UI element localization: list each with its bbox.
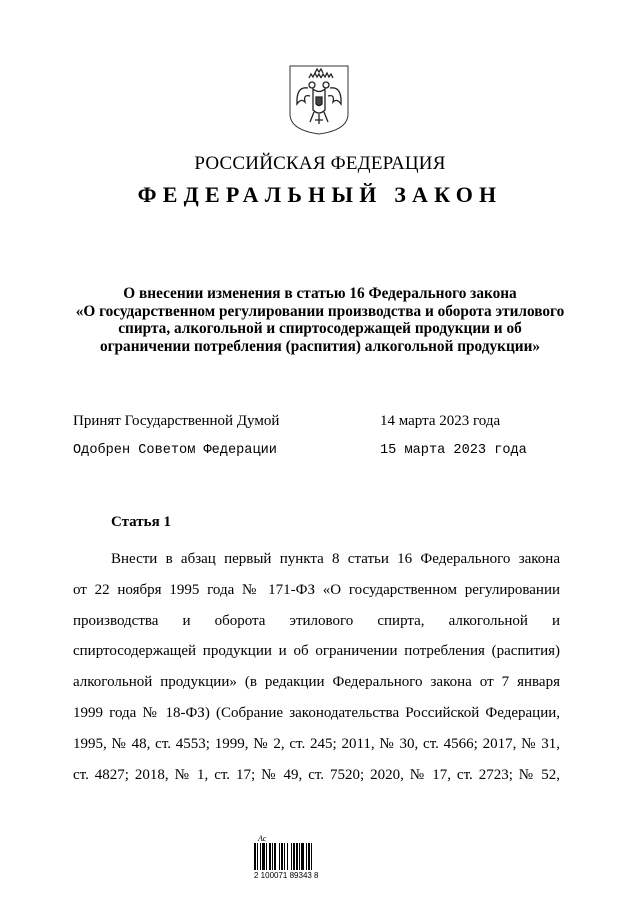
article-line: производства и оборота этилового спирта, алкогольной и (73, 612, 560, 629)
law-title-line: «О государственном регулировании производства и оборота этилового (75, 302, 565, 320)
signature-mark: Ас (258, 834, 267, 843)
article-line: спиртосодержащей продукции и об ограничении потребления (распития) (73, 643, 560, 660)
adoption-label: Принят Государственной Думой (73, 413, 280, 429)
article-heading: Статья 1 (111, 514, 171, 530)
law-title-line: спирта, алкогольной и спиртосодержащей продукции и об (118, 320, 522, 338)
law-title-line: О внесении изменения в статью 16 Федерального закона (123, 285, 517, 302)
article-line: ст. 4827; 2018, № 1, ст. 17; № 49, ст. 7520; 2020, № 17, ст. 2723; № 52, (73, 766, 560, 783)
coat-of-arms-emblem-icon (288, 64, 350, 136)
barcode-icon (254, 843, 332, 870)
adoption-date: 15 марта 2023 года (380, 443, 527, 458)
article-line: Внести в абзац первый пункта 8 статьи 16 Федерального закона (111, 551, 560, 567)
article-line: от 22 ноября 1995 года № 171-ФЗ «О государственном регулировании (73, 581, 560, 598)
country-name: РОССИЙСКАЯ ФЕДЕРАЦИЯ (194, 153, 446, 174)
article-line: 1999 года № 18-ФЗ) (Собрание законодательства Российской Федерации, (73, 704, 560, 721)
law-title-line: ограничении потребления (распития) алкогольной продукции» (99, 337, 541, 355)
adoption-date: 14 марта 2023 года (380, 413, 501, 429)
article-line: 1995, № 48, ст. 4553; 1999, № 2, ст. 245; 2011, № 30, ст. 4566; 2017, № 31, (73, 735, 560, 752)
article-body (73, 544, 560, 790)
law-title (40, 285, 600, 355)
barcode-number: 2 100071 89343 8 (254, 871, 319, 880)
document-footer (254, 834, 334, 880)
article-line: алкогольной продукции» (в редакции Федерального закона от 7 января (73, 674, 560, 691)
document-type-heading: ФЕДЕРАЛЬНЫЙ ЗАКОН (137, 182, 503, 207)
adoption-label: Одобрен Советом Федерации (73, 443, 277, 458)
